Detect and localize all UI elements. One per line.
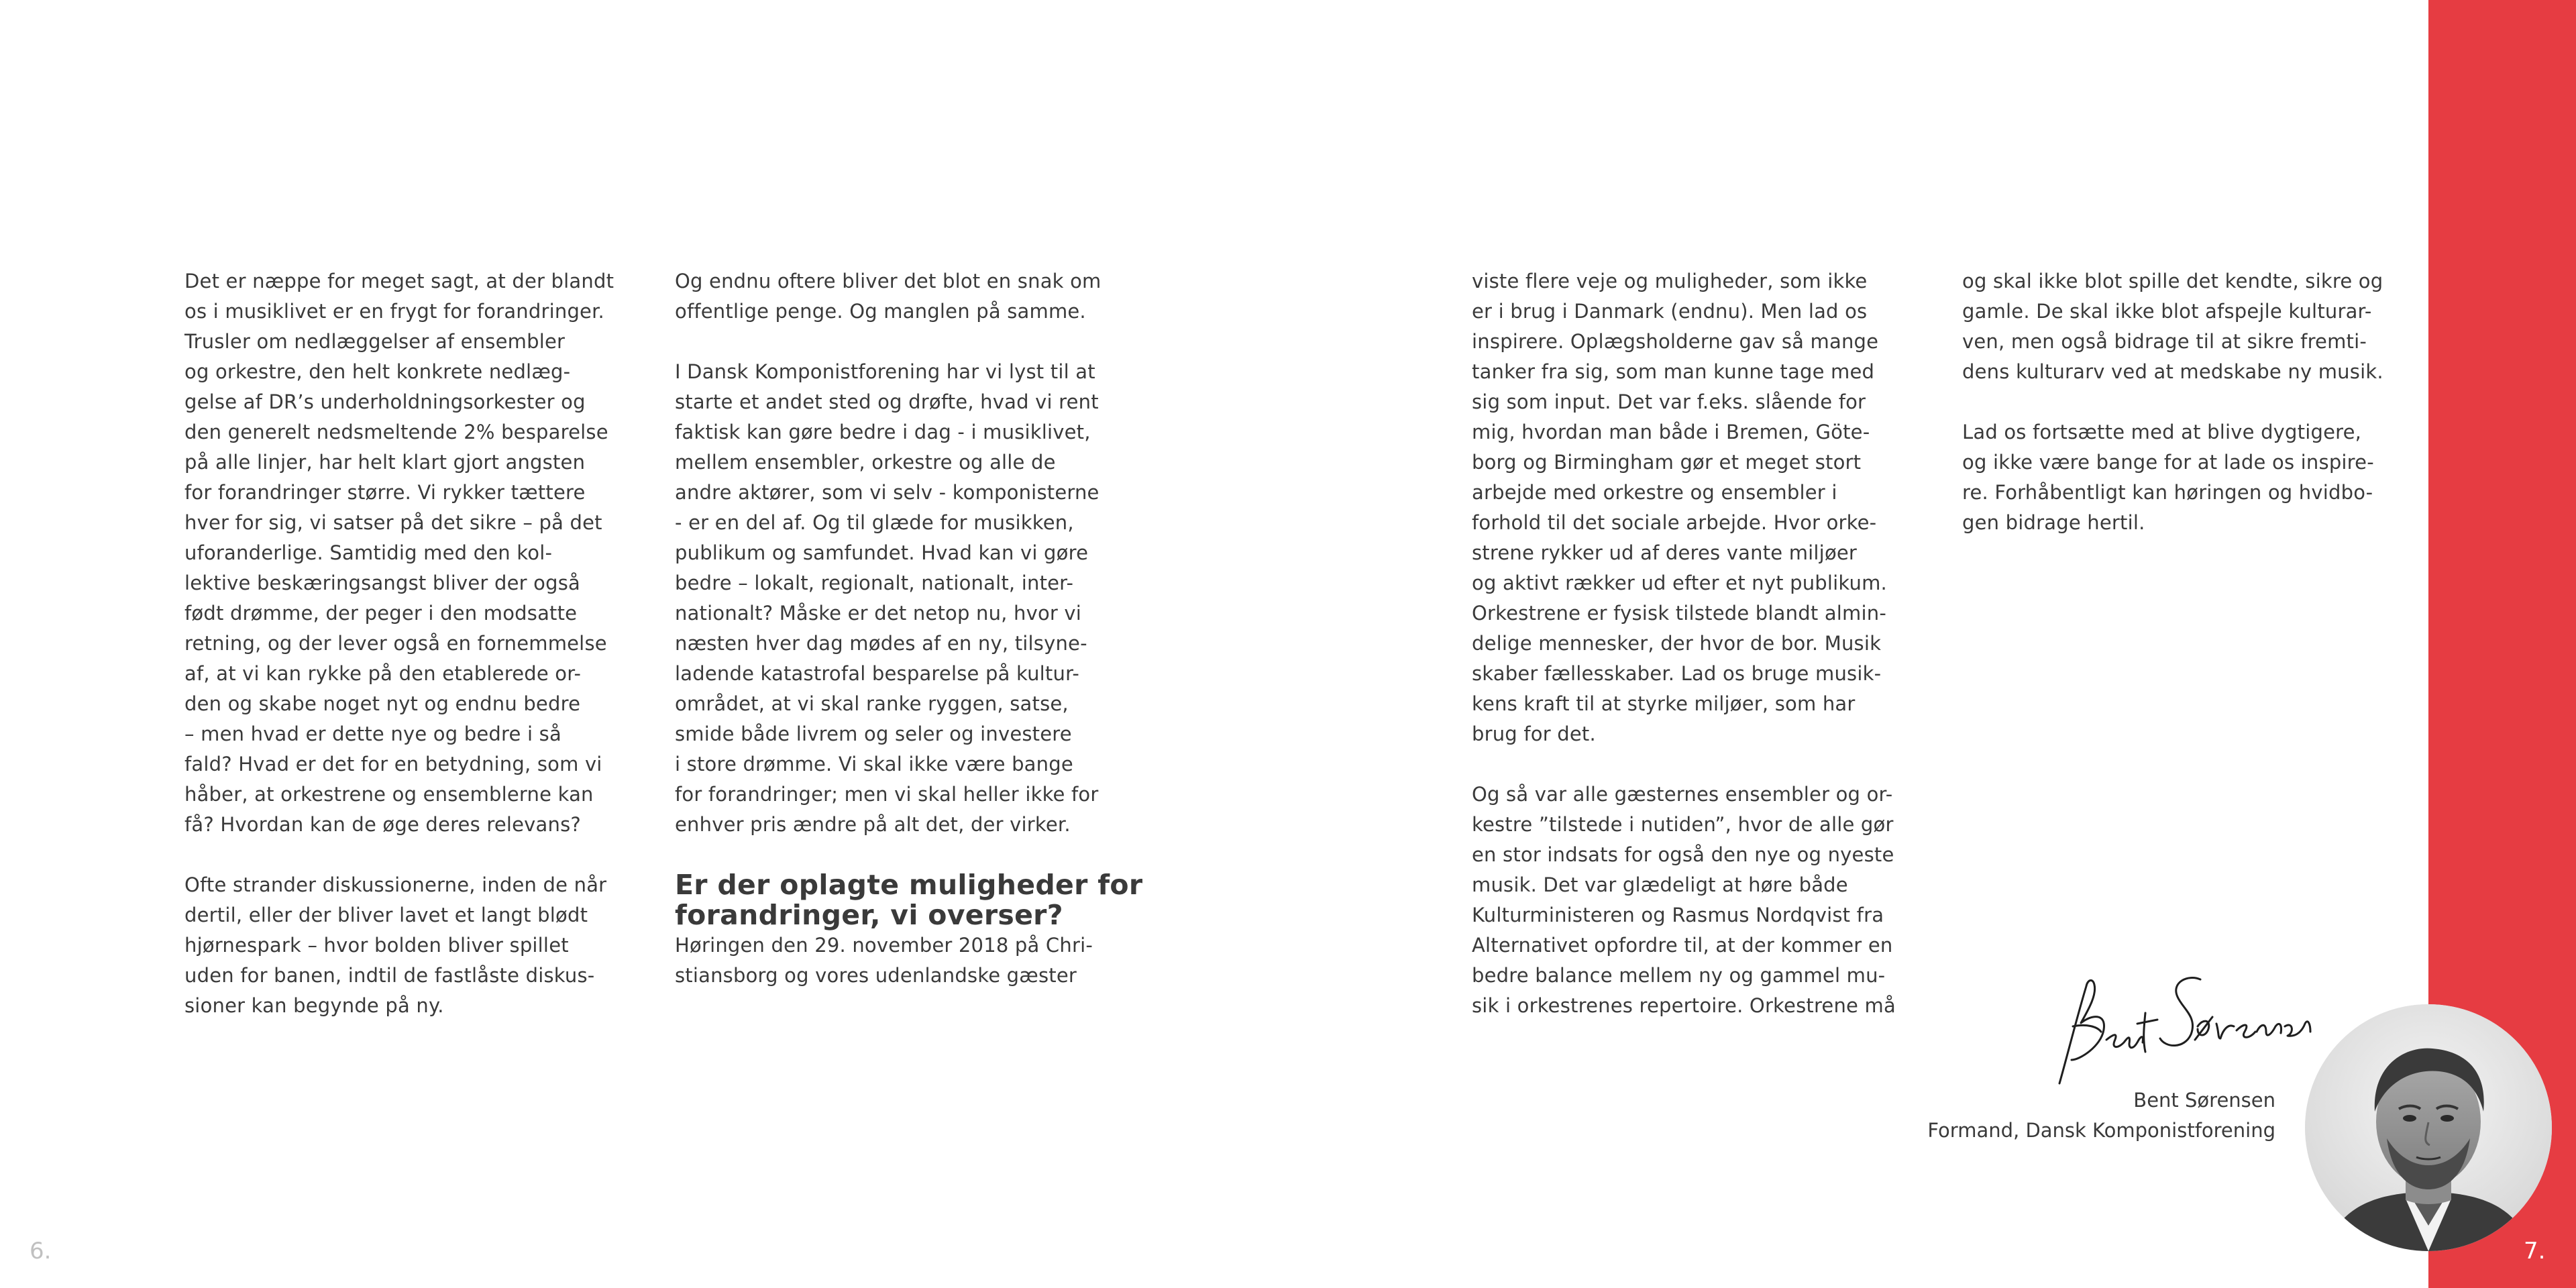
text-column-4 — [1962, 266, 2405, 568]
text-line: forhold til det sociale arbejde. Hvor orke- — [1472, 511, 1877, 534]
text-column-2 — [675, 266, 1143, 1021]
text-line: sik i orkestrenes repertoire. Orkestrene må — [1472, 994, 1896, 1017]
text-line: ven, men også bidrage til at sikre fremti- — [1962, 330, 2367, 353]
text-line: enhver pris ændre på alt det, der virker. — [675, 813, 1071, 836]
text-line: – men hvad er dette nye og bedre i så — [184, 722, 561, 745]
text-line: håber, at orkestrene og ensemblerne kan — [184, 783, 594, 806]
text-line: af, at vi kan rykke på den etablerede or- — [184, 662, 582, 685]
text-line: delige mennesker, der hvor de bor. Musik — [1472, 632, 1882, 655]
paragraph — [675, 357, 1118, 840]
text-line: musik. Det var glædeligt at høre både — [1472, 873, 1848, 896]
text-line: i store drømme. Vi skal ikke være bange — [675, 753, 1073, 775]
text-line: bedre – lokalt, regionalt, nationalt, inter- — [675, 572, 1074, 594]
text-line: Trusler om nedlæggelser af ensembler — [184, 330, 566, 353]
text-line: re. Forhåbentligt kan høringen og hvidbo- — [1962, 481, 2373, 504]
text-line: Og endnu oftere bliver det blot en snak om — [675, 270, 1102, 292]
text-line: for forandringer større. Vi rykker tættere — [184, 481, 586, 504]
text-line: brug for det. — [1472, 722, 1596, 745]
text-line: området, at vi skal ranke ryggen, satse, — [675, 692, 1069, 715]
text-line: uforanderlige. Samtidig med den kol- — [184, 541, 553, 564]
page-number-right: 7. — [2524, 1238, 2546, 1265]
text-line: lektive beskæringsangst bliver der også — [184, 572, 580, 594]
text-line: andre aktører, som vi selv - komponisterne — [675, 481, 1099, 504]
text-line: Alternativet opfordre til, at der kommer en — [1472, 934, 1893, 957]
text-line: tanker fra sig, som man kunne tage med — [1472, 360, 1875, 383]
text-line: og orkestre, den helt konkrete nedlæg- — [184, 360, 571, 383]
text-line: dens kulturarv ved at medskabe ny musik. — [1962, 360, 2383, 383]
text-line: Og så var alle gæsternes ensembler og or- — [1472, 783, 1893, 806]
text-line: og skal ikke blot spille det kendte, sikre og — [1962, 270, 2383, 292]
text-line: borg og Birmingham gør et meget stort — [1472, 451, 1862, 474]
text-line: Ofte strander diskussionerne, inden de når — [184, 873, 607, 896]
text-line: bedre balance mellem ny og gammel mu- — [1472, 964, 1886, 987]
text-line: er i brug i Danmark (endnu). Men lad os — [1472, 300, 1868, 323]
handwritten-signature — [2039, 959, 2334, 1093]
text-line: I Dansk Komponistforening har vi lyst til at — [675, 360, 1095, 383]
text-line: født drømme, der peger i den modsatte — [184, 602, 578, 625]
paragraph — [675, 266, 1118, 327]
text-line: Lad os fortsætte med at blive dygtigere, — [1962, 421, 2362, 443]
text-line: - er en del af. Og til glæde for musikken, — [675, 511, 1074, 534]
text-line: smide både livrem og seler og investere — [675, 722, 1072, 745]
text-column-1 — [184, 266, 627, 1051]
text-line: offentlige penge. Og manglen på samme. — [675, 300, 1086, 323]
text-column-3 — [1472, 266, 1915, 1051]
text-line: Det er næppe for meget sagt, at der blandt — [184, 270, 614, 292]
paragraph — [184, 266, 627, 840]
text-line: mellem ensembler, orkestre og alle de — [675, 451, 1056, 474]
text-line: og ikke være bange for at lade os inspire- — [1962, 451, 2374, 474]
text-line: inspirere. Oplægsholderne gav så mange — [1472, 330, 1879, 353]
text-line: faktisk kan gøre bedre i dag - i musiklivet, — [675, 421, 1091, 443]
text-line: retning, og der lever også en fornemmelse — [184, 632, 607, 655]
portrait-photo — [2305, 1004, 2552, 1251]
text-line: Er der oplagte muligheder for — [675, 869, 1143, 901]
text-line: forandringer, vi overser? — [675, 899, 1063, 931]
paragraph — [1962, 417, 2405, 538]
text-line: næsten hver dag mødes af en ny, tilsyne- — [675, 632, 1087, 655]
text-line: gelse af DR’s underholdningsorkester og — [184, 390, 586, 413]
text-line: starte et andet sted og drøfte, hvad vi rent — [675, 390, 1099, 413]
text-line: gamle. De skal ikke blot afspejle kulturar- — [1962, 300, 2372, 323]
paragraph — [1962, 266, 2405, 387]
text-line: Orkestrene er fysisk tilstede blandt almin- — [1472, 602, 1886, 625]
paragraph — [675, 930, 1118, 991]
paragraph — [1472, 266, 1915, 749]
text-line: den og skabe noget nyt og endnu bedre — [184, 692, 581, 715]
text-line: strene rykker ud af deres vante miljøer — [1472, 541, 1858, 564]
signature-title: Formand, Dansk Komponistforening — [1927, 1119, 2275, 1142]
text-line: publikum og samfundet. Hvad kan vi gøre — [675, 541, 1089, 564]
text-line: uden for banen, indtil de fastlåste diskus- — [184, 964, 595, 987]
text-line: en stor indsats for også den nye og nyeste — [1472, 843, 1894, 866]
text-line: fald? Hvad er det for en betydning, som vi — [184, 753, 602, 775]
text-line: hjørnespark – hvor bolden bliver spillet — [184, 934, 569, 957]
text-line: arbejde med orkestre og ensembler i — [1472, 481, 1837, 504]
text-line: sioner kan begynde på ny. — [184, 994, 444, 1017]
section-heading — [675, 869, 1143, 931]
text-line: for forandringer; men vi skal heller ikke for — [675, 783, 1099, 806]
text-line: skaber fællesskaber. Lad os bruge musik- — [1472, 662, 1882, 685]
page-number-left: 6. — [30, 1238, 52, 1265]
paragraph — [1472, 780, 1915, 1021]
paragraph — [184, 870, 627, 1021]
text-line: få? Hvordan kan de øge deres relevans? — [184, 813, 581, 836]
text-line: ladende katastrofal besparelse på kultur- — [675, 662, 1079, 685]
text-line: Kulturministeren og Rasmus Nordqvist fra — [1472, 904, 1884, 926]
text-line: kens kraft til at styrke miljøer, som har — [1472, 692, 1856, 715]
text-line: kestre ”tilstede i nutiden”, hvor de alle gør — [1472, 813, 1894, 836]
text-line: dertil, eller der bliver lavet et langt blødt — [184, 904, 588, 926]
text-line: nationalt? Måske er det netop nu, hvor vi — [675, 602, 1082, 625]
signature-name: Bent Sørensen — [2133, 1089, 2275, 1112]
text-line: på alle linjer, har helt klart gjort angsten — [184, 451, 586, 474]
text-line: Høringen den 29. november 2018 på Chri- — [675, 934, 1093, 957]
text-line: sig som input. Det var f.eks. slående for — [1472, 390, 1866, 413]
text-line: mig, hvordan man både i Bremen, Göte- — [1472, 421, 1870, 443]
text-line: viste flere veje og muligheder, som ikke — [1472, 270, 1868, 292]
text-line: og aktivt rækker ud efter et nyt publikum. — [1472, 572, 1887, 594]
text-line: den generelt nedsmeltende 2% besparelse — [184, 421, 608, 443]
text-line: stiansborg og vores udenlandske gæster — [675, 964, 1077, 987]
text-line: gen bidrage hertil. — [1962, 511, 2145, 534]
text-line: os i musiklivet er en frygt for forandringer. — [184, 300, 604, 323]
text-line: hver for sig, vi satser på det sikre – på det — [184, 511, 602, 534]
